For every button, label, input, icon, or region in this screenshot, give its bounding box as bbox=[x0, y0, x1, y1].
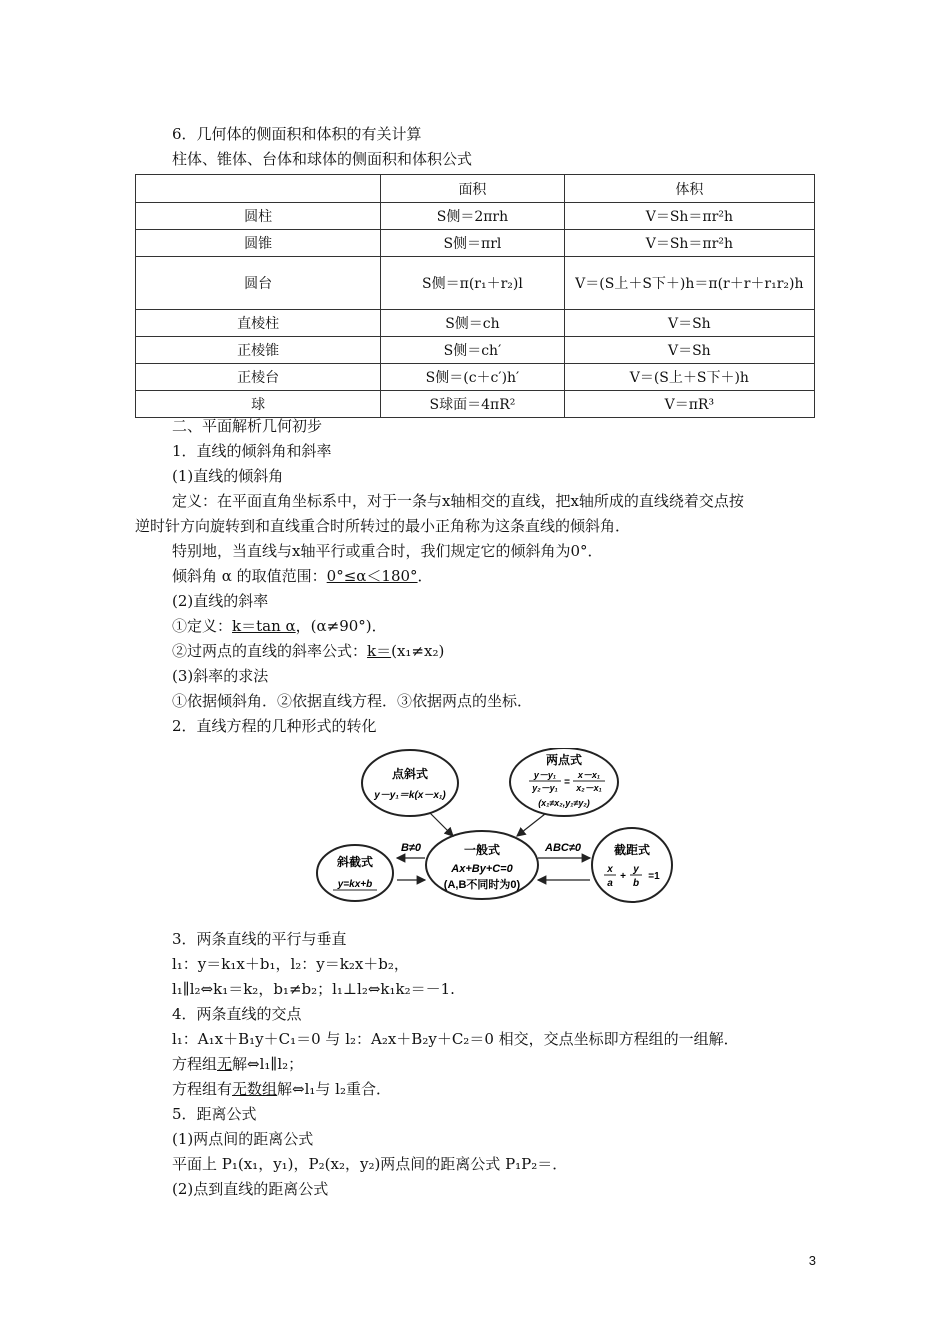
table-row bbox=[136, 337, 815, 364]
table-row bbox=[136, 257, 815, 310]
subsection-heading: (1)两点间的距离公式 bbox=[172, 1130, 314, 1148]
no-solution-suffix: 解⇔l₁∥l₂； bbox=[232, 1055, 304, 1073]
solid-name: 球 bbox=[136, 391, 381, 418]
solid-name: 圆台 bbox=[136, 257, 381, 310]
section-heading: 2．直线方程的几种形式的转化 bbox=[172, 717, 377, 735]
infinite-solution-underlined: 无数组 bbox=[232, 1080, 278, 1098]
solid-name: 圆锥 bbox=[136, 230, 381, 257]
arrow-point-slope-to-general bbox=[430, 813, 453, 836]
no-solution-underlined: 无 bbox=[217, 1055, 233, 1073]
intercept-den-a: a bbox=[607, 878, 613, 889]
general-condition: (A,B不同时为0) bbox=[443, 879, 521, 891]
intercept-equals-one: =1 bbox=[648, 871, 660, 882]
definition-text: 逆时针方向旋转到和直线重合时所转过的最小正角称为这条直线的倾斜角． bbox=[135, 517, 631, 535]
volume-formula: V＝(S上＋S下＋)h bbox=[564, 364, 814, 391]
slope-def-prefix: ①定义： bbox=[172, 617, 233, 635]
area-formula: S侧＝2πrh bbox=[381, 203, 564, 230]
range-suffix: ． bbox=[417, 567, 433, 585]
solid-name: 圆柱 bbox=[136, 203, 381, 230]
section-heading: 1．直线的倾斜角和斜率 bbox=[172, 442, 332, 460]
volume-formula: V＝(S上＋S下＋)h＝π(r＋r＋r₁r₂)h bbox=[564, 257, 814, 310]
intercept-node bbox=[592, 828, 672, 902]
methods-text: ①依据倾斜角．②依据直线方程．③依据两点的坐标． bbox=[172, 692, 533, 710]
slope-two-point-line bbox=[172, 641, 444, 661]
range-value: 0°≤α＜180° bbox=[326, 567, 418, 585]
table-row bbox=[136, 310, 815, 337]
solid-name: 正棱台 bbox=[136, 364, 381, 391]
subsection-heading: (2)点到直线的距离公式 bbox=[172, 1180, 329, 1198]
table-header-cell: 体积 bbox=[564, 175, 814, 203]
two-point-condition: (x₁≠x₂,y₁≠y₂) bbox=[538, 798, 590, 808]
point-slope-node bbox=[362, 750, 458, 816]
section-heading: 3．两条直线的平行与垂直 bbox=[172, 930, 347, 948]
subsection-heading: (2)直线的斜率 bbox=[172, 592, 269, 610]
slope-def-value: k＝tan α bbox=[232, 617, 296, 635]
no-solution-prefix: 方程组 bbox=[172, 1055, 218, 1073]
table-row bbox=[136, 364, 815, 391]
slope-definition-line bbox=[172, 616, 387, 636]
infinite-solution-prefix: 方程组有 bbox=[172, 1080, 233, 1098]
page-number: 3 bbox=[808, 1253, 816, 1268]
solid-name: 直棱柱 bbox=[136, 310, 381, 337]
solid-name: 正棱锥 bbox=[136, 337, 381, 364]
table-row bbox=[136, 391, 815, 418]
no-solution-line bbox=[172, 1054, 303, 1074]
slope-intercept-node bbox=[317, 845, 393, 901]
table-header-cell: 面积 bbox=[381, 175, 564, 203]
point-slope-equation: y－y₁＝k(x－x₁) bbox=[374, 790, 446, 801]
area-formula: S侧＝π(r₁＋r₂)l bbox=[381, 257, 564, 310]
two-point-den-left: y₂－y₁ bbox=[532, 783, 558, 793]
intercept-num-x: x bbox=[607, 864, 613, 875]
condition-b-nonzero: B≠0 bbox=[400, 842, 422, 854]
part-title: 二、平面解析几何初步 bbox=[172, 417, 323, 435]
definition-text: 定义：在平面直角坐标系中，对于一条与x轴相交的直线，把x轴所成的直线绕着交点按 bbox=[172, 492, 744, 510]
volume-formula: V＝Sh＝πr²h bbox=[564, 203, 814, 230]
plus-sign: + bbox=[620, 871, 626, 882]
arrow-two-point-to-general bbox=[517, 814, 545, 836]
subsection-heading: (3)斜率的求法 bbox=[172, 667, 269, 685]
area-formula: S侧＝ch′ bbox=[381, 337, 564, 364]
intercept-den-b: b bbox=[632, 878, 640, 889]
subsection-heading: (1)直线的倾斜角 bbox=[172, 467, 284, 485]
range-prefix: 倾斜角 α 的取值范围： bbox=[172, 567, 327, 585]
intercept-title: 截距式 bbox=[613, 843, 651, 857]
table-header-cell bbox=[136, 175, 381, 203]
volume-formula: V＝Sh bbox=[564, 310, 814, 337]
two-point-den-right: x₂－x₁ bbox=[576, 783, 602, 793]
parallel-perpendicular-conditions: l₁∥l₂⇔k₁＝k₂，b₁≠b₂；l₁⊥l₂⇔k₁k₂＝－1. bbox=[172, 980, 455, 998]
slope-two-suffix: (x₁≠x₂) bbox=[391, 642, 445, 660]
slope-two-value: k＝ bbox=[367, 642, 392, 660]
two-point-num-right: x－x₁ bbox=[577, 770, 601, 780]
general-title: 一般式 bbox=[463, 843, 501, 857]
slope-intercept-equation: y=kx+b bbox=[337, 879, 373, 890]
section-subheading: 柱体、锥体、台体和球体的侧面积和体积公式 bbox=[172, 150, 473, 168]
slope-two-prefix: ②过两点的直线的斜率公式： bbox=[172, 642, 368, 660]
section-heading: 6．几何体的侧面积和体积的有关计算 bbox=[172, 125, 422, 143]
intersection-text: l₁：A₁x＋B₁y＋C₁＝0 与 l₂：A₂x＋B₂y＋C₂＝0 相交，交点坐标即方程组的一组解． bbox=[172, 1030, 739, 1048]
intercept-num-y: y bbox=[633, 864, 639, 875]
range-line bbox=[172, 566, 433, 586]
special-case-text: 特别地，当直线与x轴平行或重合时，我们规定它的倾斜角为0°． bbox=[172, 542, 603, 560]
area-formula: S侧＝(c＋c′)h′ bbox=[381, 364, 564, 391]
area-formula: S侧＝πrl bbox=[381, 230, 564, 257]
equals-sign: = bbox=[564, 777, 570, 788]
two-point-num-left: y－y₁ bbox=[533, 770, 557, 780]
slope-def-suffix: ，(α≠90°)． bbox=[295, 617, 387, 635]
volume-formula: V＝Sh＝πr²h bbox=[564, 230, 814, 257]
table-header-row bbox=[136, 175, 815, 203]
table-row bbox=[136, 203, 815, 230]
volume-formula: V＝πR³ bbox=[564, 391, 814, 418]
two-point-title: 两点式 bbox=[545, 753, 583, 767]
area-formula: S球面＝4πR² bbox=[381, 391, 564, 418]
formula-table bbox=[135, 174, 815, 418]
infinite-solution-line bbox=[172, 1079, 391, 1099]
infinite-solution-suffix: 解⇔l₁与 l₂重合． bbox=[277, 1080, 391, 1098]
distance-formula-text: 平面上 P₁(x₁，y₁)，P₂(x₂，y₂)两点间的距离公式 P₁P₂＝． bbox=[172, 1155, 568, 1173]
general-equation: Ax+By+C=0 bbox=[451, 863, 513, 875]
section-heading: 4．两条直线的交点 bbox=[172, 1005, 302, 1023]
parallel-lines-equations: l₁：y＝k₁x＋b₁，l₂：y＝k₂x＋b₂， bbox=[172, 955, 409, 973]
volume-formula: V＝Sh bbox=[564, 337, 814, 364]
area-formula: S侧＝ch bbox=[381, 310, 564, 337]
line-equation-forms-diagram bbox=[305, 748, 675, 908]
slope-intercept-title: 斜截式 bbox=[336, 855, 374, 869]
point-slope-title: 点斜式 bbox=[391, 767, 429, 781]
section-heading: 5．距离公式 bbox=[172, 1105, 257, 1123]
condition-abc-nonzero: ABC≠0 bbox=[545, 842, 581, 854]
table-row bbox=[136, 230, 815, 257]
